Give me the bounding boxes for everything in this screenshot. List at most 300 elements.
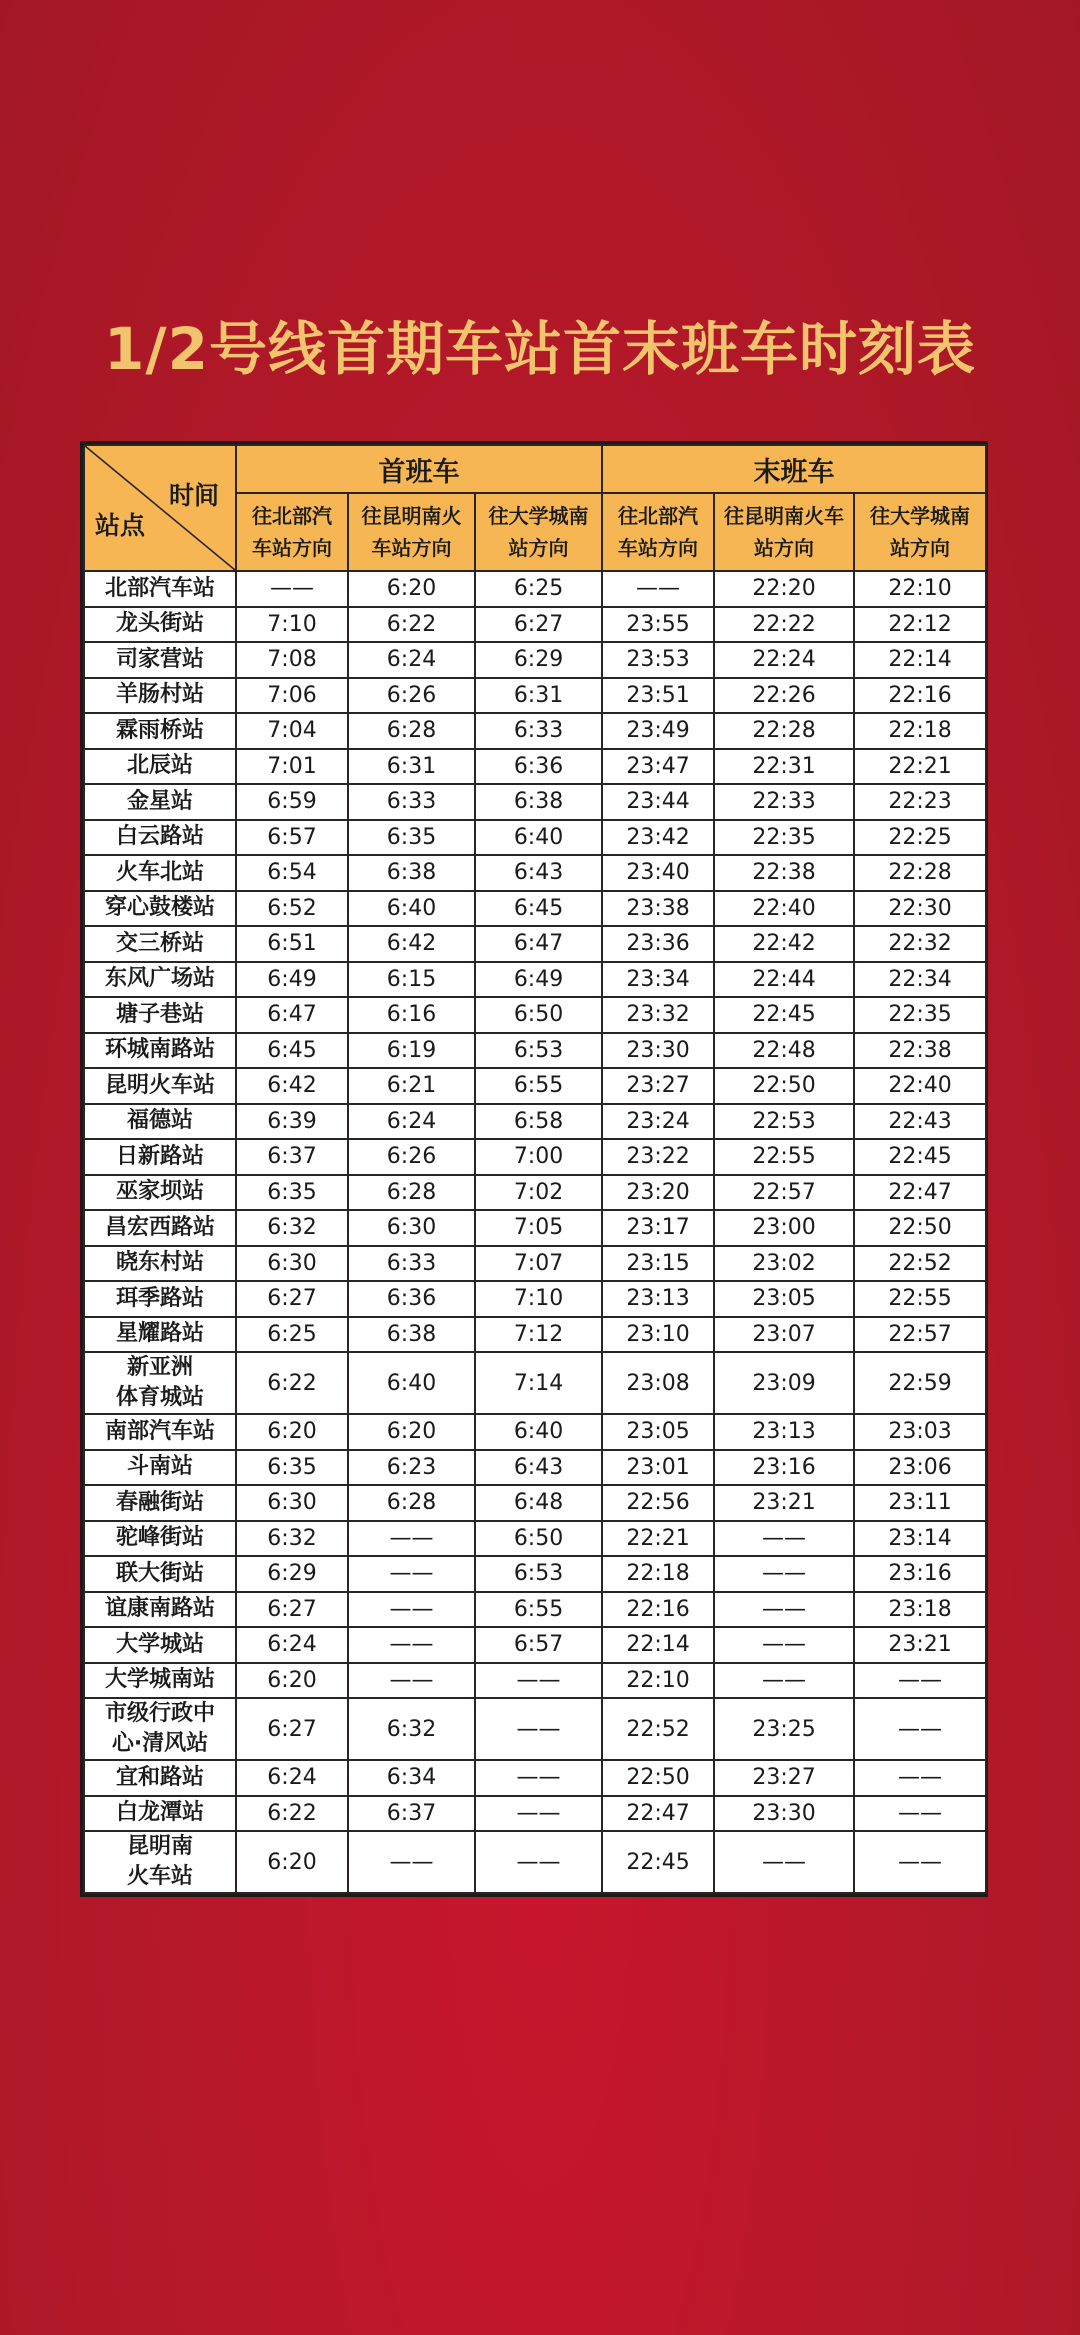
time-cell: 6:59	[236, 784, 348, 820]
first-train-header: 首班车	[236, 445, 602, 493]
time-cell: 6:30	[348, 1210, 475, 1246]
time-cell: 22:25	[854, 820, 986, 856]
time-cell: 6:26	[348, 678, 475, 714]
time-cell: 7:10	[236, 607, 348, 643]
table-row	[84, 1485, 986, 1521]
time-cell: 7:05	[475, 1210, 602, 1246]
time-cell: ——	[475, 1831, 602, 1893]
time-cell: ——	[714, 1521, 854, 1557]
time-cell: 23:20	[602, 1175, 714, 1211]
time-cell: 6:43	[475, 1450, 602, 1486]
time-cell: 6:33	[348, 1246, 475, 1282]
time-cell: 23:21	[854, 1627, 986, 1663]
station-name: 白龙潭站	[84, 1796, 236, 1832]
time-cell: 7:10	[475, 1281, 602, 1317]
table-row	[84, 891, 986, 927]
time-cell: 23:22	[602, 1139, 714, 1175]
station-name: 霖雨桥站	[84, 713, 236, 749]
time-cell: 6:49	[475, 962, 602, 998]
time-cell: 7:14	[475, 1352, 602, 1414]
table-row	[84, 1414, 986, 1450]
table-row	[84, 926, 986, 962]
time-cell: ——	[854, 1831, 986, 1893]
table-row	[84, 855, 986, 891]
time-cell: 22:28	[714, 713, 854, 749]
time-cell: 22:22	[714, 607, 854, 643]
time-cell: 23:40	[602, 855, 714, 891]
table-row	[84, 820, 986, 856]
station-name: 火车北站	[84, 855, 236, 891]
direction-header-first-to-university-town-south: 往大学城南站方向	[475, 493, 602, 571]
station-name: 福德站	[84, 1104, 236, 1140]
time-cell: 23:30	[602, 1033, 714, 1069]
time-cell: 6:24	[348, 1104, 475, 1140]
table-row	[84, 678, 986, 714]
station-name: 龙头街站	[84, 607, 236, 643]
time-cell: 6:33	[475, 713, 602, 749]
timetable-grid	[83, 444, 987, 1894]
time-cell: 22:45	[714, 997, 854, 1033]
table-row	[84, 642, 986, 678]
time-cell: 6:42	[348, 926, 475, 962]
table-row	[84, 962, 986, 998]
table-row	[84, 1281, 986, 1317]
time-cell: 22:16	[854, 678, 986, 714]
time-cell: 6:22	[236, 1352, 348, 1414]
time-cell: 23:38	[602, 891, 714, 927]
time-cell: 23:07	[714, 1317, 854, 1353]
time-cell: 6:50	[475, 1521, 602, 1557]
time-cell: ——	[714, 1592, 854, 1628]
time-cell: 6:36	[348, 1281, 475, 1317]
time-cell: ——	[236, 571, 348, 607]
direction-header-first-to-kunming-south-station: 往昆明南火车站方向	[348, 493, 475, 571]
time-cell: 7:04	[236, 713, 348, 749]
time-cell: 23:06	[854, 1450, 986, 1486]
time-cell: 22:14	[854, 642, 986, 678]
time-cell: 23:24	[602, 1104, 714, 1140]
time-cell: 6:32	[348, 1698, 475, 1760]
time-cell: 22:45	[854, 1139, 986, 1175]
time-cell: ——	[348, 1592, 475, 1628]
station-name: 交三桥站	[84, 926, 236, 962]
time-cell: 7:01	[236, 749, 348, 785]
time-cell: 6:28	[348, 713, 475, 749]
station-name: 环城南路站	[84, 1033, 236, 1069]
last-train-header: 末班车	[602, 445, 986, 493]
time-cell: 22:23	[854, 784, 986, 820]
time-cell: 6:24	[348, 642, 475, 678]
time-cell: 22:56	[602, 1485, 714, 1521]
station-name	[84, 1352, 236, 1414]
station-name-line-1: 新亚洲	[126, 1355, 193, 1380]
time-cell: 23:13	[714, 1414, 854, 1450]
station-name: 珥季路站	[84, 1281, 236, 1317]
table-row	[84, 1068, 986, 1104]
time-cell: ——	[475, 1698, 602, 1760]
time-cell: ——	[714, 1556, 854, 1592]
time-cell: 7:12	[475, 1317, 602, 1353]
time-cell: ——	[348, 1521, 475, 1557]
time-cell: 6:38	[475, 784, 602, 820]
station-name: 司家营站	[84, 642, 236, 678]
time-cell: 22:38	[854, 1033, 986, 1069]
time-cell: 23:36	[602, 926, 714, 962]
time-cell: 6:31	[348, 749, 475, 785]
time-cell: 22:26	[714, 678, 854, 714]
time-cell: 22:14	[602, 1627, 714, 1663]
time-cell: 23:42	[602, 820, 714, 856]
time-cell: 22:20	[714, 571, 854, 607]
time-cell: 23:34	[602, 962, 714, 998]
time-cell: 22:47	[602, 1796, 714, 1832]
time-cell: 7:02	[475, 1175, 602, 1211]
station-name: 昆明火车站	[84, 1068, 236, 1104]
time-cell: 6:36	[475, 749, 602, 785]
time-cell: 22:53	[714, 1104, 854, 1140]
time-cell: 22:18	[602, 1556, 714, 1592]
time-cell: 22:30	[854, 891, 986, 927]
station-name: 日新路站	[84, 1139, 236, 1175]
table-row	[84, 1556, 986, 1592]
time-cell: 6:54	[236, 855, 348, 891]
time-cell: 6:20	[236, 1414, 348, 1450]
time-cell: 23:47	[602, 749, 714, 785]
time-cell: 6:23	[348, 1450, 475, 1486]
time-cell: 6:47	[236, 997, 348, 1033]
time-cell: 22:34	[854, 962, 986, 998]
time-cell: 6:50	[475, 997, 602, 1033]
station-name: 塘子巷站	[84, 997, 236, 1033]
time-cell: 6:30	[236, 1485, 348, 1521]
time-cell: 22:57	[714, 1175, 854, 1211]
time-cell: 6:27	[236, 1698, 348, 1760]
time-cell: 6:22	[236, 1796, 348, 1832]
station-name-line-2: 心·清风站	[111, 1731, 209, 1756]
station-name: 白云路站	[84, 820, 236, 856]
time-cell: 22:52	[854, 1246, 986, 1282]
table-row	[84, 1210, 986, 1246]
table-row	[84, 1352, 986, 1414]
time-cell: 23:05	[602, 1414, 714, 1450]
time-cell: 6:49	[236, 962, 348, 998]
time-cell: 6:27	[475, 607, 602, 643]
time-cell: 23:53	[602, 642, 714, 678]
table-row	[84, 1831, 986, 1893]
time-cell: ——	[475, 1663, 602, 1699]
station-name: 晓东村站	[84, 1246, 236, 1282]
time-cell: 7:06	[236, 678, 348, 714]
station-name: 星耀路站	[84, 1317, 236, 1353]
corner-station-label: 站点	[95, 511, 146, 540]
table-row	[84, 1592, 986, 1628]
time-cell: 6:42	[236, 1068, 348, 1104]
time-cell: 6:32	[236, 1521, 348, 1557]
station-name: 南部汽车站	[84, 1414, 236, 1450]
table-row	[84, 1317, 986, 1353]
header-corner	[84, 445, 236, 571]
time-cell: 23:55	[602, 607, 714, 643]
time-cell: 23:17	[602, 1210, 714, 1246]
station-name: 联大街站	[84, 1556, 236, 1592]
time-cell: 23:03	[854, 1414, 986, 1450]
time-cell: 22:16	[602, 1592, 714, 1628]
station-name: 羊肠村站	[84, 678, 236, 714]
time-cell: 22:52	[602, 1698, 714, 1760]
time-cell: 22:50	[714, 1068, 854, 1104]
time-cell: 22:59	[854, 1352, 986, 1414]
time-cell: 22:40	[854, 1068, 986, 1104]
station-name-line-1: 昆明南	[126, 1834, 193, 1859]
time-cell: 22:57	[854, 1317, 986, 1353]
time-cell: 23:09	[714, 1352, 854, 1414]
time-cell: 6:16	[348, 997, 475, 1033]
time-cell: 6:40	[348, 1352, 475, 1414]
timetable-body	[84, 571, 986, 1893]
time-cell: 23:44	[602, 784, 714, 820]
direction-header-last-to-kunming-south-station: 往昆明南火车站方向	[714, 493, 854, 571]
time-cell: 23:27	[714, 1760, 854, 1796]
time-cell: 22:38	[714, 855, 854, 891]
direction-header-last-to-north-bus-station: 往北部汽车站方向	[602, 493, 714, 571]
time-cell: 6:35	[236, 1450, 348, 1486]
time-cell: 22:12	[854, 607, 986, 643]
time-cell: 22:18	[854, 713, 986, 749]
time-cell: 6:40	[475, 1414, 602, 1450]
time-cell: 6:20	[348, 571, 475, 607]
station-name: 春融街站	[84, 1485, 236, 1521]
table-row	[84, 784, 986, 820]
time-cell: 23:51	[602, 678, 714, 714]
table-row	[84, 1450, 986, 1486]
time-cell: 23:25	[714, 1698, 854, 1760]
time-cell: 22:40	[714, 891, 854, 927]
time-cell: 22:31	[714, 749, 854, 785]
time-cell: 7:08	[236, 642, 348, 678]
time-cell: 6:15	[348, 962, 475, 998]
station-name-line-2: 体育城站	[115, 1385, 204, 1410]
time-cell: 23:05	[714, 1281, 854, 1317]
time-cell: 23:21	[714, 1485, 854, 1521]
time-cell: 23:16	[854, 1556, 986, 1592]
time-cell: 23:14	[854, 1521, 986, 1557]
table-row	[84, 1760, 986, 1796]
station-name	[84, 1831, 236, 1893]
station-name: 宜和路站	[84, 1760, 236, 1796]
time-cell: 6:29	[236, 1556, 348, 1592]
time-cell: 6:53	[475, 1033, 602, 1069]
station-name: 大学城站	[84, 1627, 236, 1663]
time-cell: 6:57	[236, 820, 348, 856]
time-cell: 6:39	[236, 1104, 348, 1140]
time-cell: 6:27	[236, 1592, 348, 1628]
time-cell: 6:40	[475, 820, 602, 856]
time-cell: 23:49	[602, 713, 714, 749]
time-cell: 6:25	[475, 571, 602, 607]
time-cell: 22:50	[854, 1210, 986, 1246]
time-cell: ——	[854, 1698, 986, 1760]
station-name: 北部汽车站	[84, 571, 236, 607]
time-cell: 22:28	[854, 855, 986, 891]
time-cell: ——	[714, 1663, 854, 1699]
timetable	[80, 441, 988, 1897]
station-name: 巫家坝站	[84, 1175, 236, 1211]
station-name: 北辰站	[84, 749, 236, 785]
time-cell: 22:21	[854, 749, 986, 785]
time-cell: 6:31	[475, 678, 602, 714]
time-cell: ——	[602, 571, 714, 607]
time-cell: 6:24	[236, 1627, 348, 1663]
time-cell: 6:45	[236, 1033, 348, 1069]
time-cell: 23:27	[602, 1068, 714, 1104]
time-cell: 6:37	[236, 1139, 348, 1175]
time-cell: 6:26	[348, 1139, 475, 1175]
time-cell: 22:35	[714, 820, 854, 856]
table-row	[84, 1175, 986, 1211]
time-cell: 6:55	[475, 1592, 602, 1628]
time-cell: 6:27	[236, 1281, 348, 1317]
time-cell: 22:47	[854, 1175, 986, 1211]
time-cell: 22:33	[714, 784, 854, 820]
time-cell: ——	[714, 1627, 854, 1663]
station-name: 谊康南路站	[84, 1592, 236, 1628]
time-cell: 6:33	[348, 784, 475, 820]
time-cell: 6:25	[236, 1317, 348, 1353]
time-cell: 6:48	[475, 1485, 602, 1521]
station-name-line-2: 火车站	[126, 1864, 193, 1889]
station-name: 东风广场站	[84, 962, 236, 998]
table-row	[84, 1033, 986, 1069]
time-cell: 6:19	[348, 1033, 475, 1069]
time-cell: 6:45	[475, 891, 602, 927]
time-cell: 22:55	[854, 1281, 986, 1317]
time-cell: 22:24	[714, 642, 854, 678]
corner-time-label: 时间	[168, 481, 219, 510]
time-cell: 6:38	[348, 1317, 475, 1353]
table-row	[84, 1246, 986, 1282]
time-cell: ——	[475, 1760, 602, 1796]
time-cell: 6:43	[475, 855, 602, 891]
time-cell: 6:20	[236, 1663, 348, 1699]
table-row	[84, 1796, 986, 1832]
table-row	[84, 997, 986, 1033]
time-cell: 6:34	[348, 1760, 475, 1796]
time-cell: 7:07	[475, 1246, 602, 1282]
table-row	[84, 1521, 986, 1557]
time-cell: 22:44	[714, 962, 854, 998]
time-cell: 22:43	[854, 1104, 986, 1140]
station-name: 大学城南站	[84, 1663, 236, 1699]
time-cell: 6:30	[236, 1246, 348, 1282]
station-name: 驼峰街站	[84, 1521, 236, 1557]
table-row	[84, 713, 986, 749]
time-cell: 6:20	[348, 1414, 475, 1450]
time-cell: 23:08	[602, 1352, 714, 1414]
direction-header-first-to-north-bus-station: 往北部汽车站方向	[236, 493, 348, 571]
time-cell: 22:55	[714, 1139, 854, 1175]
station-name-line-1: 市级行政中	[104, 1701, 215, 1726]
time-cell: 23:01	[602, 1450, 714, 1486]
time-cell: 6:21	[348, 1068, 475, 1104]
page-title: 1/2号线首期车站首末班车时刻表	[104, 315, 976, 383]
time-cell: 6:53	[475, 1556, 602, 1592]
time-cell: 7:00	[475, 1139, 602, 1175]
time-cell: ——	[348, 1663, 475, 1699]
table-row	[84, 1627, 986, 1663]
table-row	[84, 1698, 986, 1760]
time-cell: 6:52	[236, 891, 348, 927]
time-cell: ——	[348, 1831, 475, 1893]
time-cell: 23:32	[602, 997, 714, 1033]
table-row	[84, 607, 986, 643]
time-cell: 6:38	[348, 855, 475, 891]
time-cell: ——	[348, 1627, 475, 1663]
time-cell: 6:24	[236, 1760, 348, 1796]
time-cell: ——	[348, 1556, 475, 1592]
table-row	[84, 571, 986, 607]
time-cell: 6:47	[475, 926, 602, 962]
time-cell: 6:29	[475, 642, 602, 678]
time-cell: 22:32	[854, 926, 986, 962]
table-row	[84, 1139, 986, 1175]
time-cell: 6:57	[475, 1627, 602, 1663]
time-cell: 6:55	[475, 1068, 602, 1104]
time-cell: 6:58	[475, 1104, 602, 1140]
time-cell: 23:02	[714, 1246, 854, 1282]
time-cell: 23:10	[602, 1317, 714, 1353]
time-cell: 23:18	[854, 1592, 986, 1628]
time-cell: 23:13	[602, 1281, 714, 1317]
time-cell: 6:22	[348, 607, 475, 643]
time-cell: 6:28	[348, 1485, 475, 1521]
station-name	[84, 1698, 236, 1760]
time-cell: 22:35	[854, 997, 986, 1033]
time-cell: 6:35	[348, 820, 475, 856]
time-cell: 22:48	[714, 1033, 854, 1069]
time-cell: 23:15	[602, 1246, 714, 1282]
station-name: 金星站	[84, 784, 236, 820]
time-cell: 22:10	[602, 1663, 714, 1699]
time-cell: ——	[475, 1796, 602, 1832]
table-row	[84, 749, 986, 785]
time-cell: 6:35	[236, 1175, 348, 1211]
time-cell: 22:42	[714, 926, 854, 962]
time-cell: 23:30	[714, 1796, 854, 1832]
station-name: 穿心鼓楼站	[84, 891, 236, 927]
time-cell: 23:11	[854, 1485, 986, 1521]
time-cell: ——	[854, 1760, 986, 1796]
time-cell: 6:20	[236, 1831, 348, 1893]
time-cell: ——	[854, 1663, 986, 1699]
time-cell: 23:00	[714, 1210, 854, 1246]
time-cell: ——	[714, 1831, 854, 1893]
station-name: 昌宏西路站	[84, 1210, 236, 1246]
time-cell: 6:37	[348, 1796, 475, 1832]
table-row	[84, 1104, 986, 1140]
time-cell: 22:45	[602, 1831, 714, 1893]
time-cell: 6:28	[348, 1175, 475, 1211]
time-cell: 22:21	[602, 1521, 714, 1557]
direction-header-last-to-university-town-south: 往大学城南站方向	[854, 493, 986, 571]
time-cell: 23:16	[714, 1450, 854, 1486]
time-cell: ——	[854, 1796, 986, 1832]
time-cell: 6:40	[348, 891, 475, 927]
time-cell: 22:10	[854, 571, 986, 607]
station-name: 斗南站	[84, 1450, 236, 1486]
table-row	[84, 1663, 986, 1699]
time-cell: 22:50	[602, 1760, 714, 1796]
time-cell: 6:32	[236, 1210, 348, 1246]
